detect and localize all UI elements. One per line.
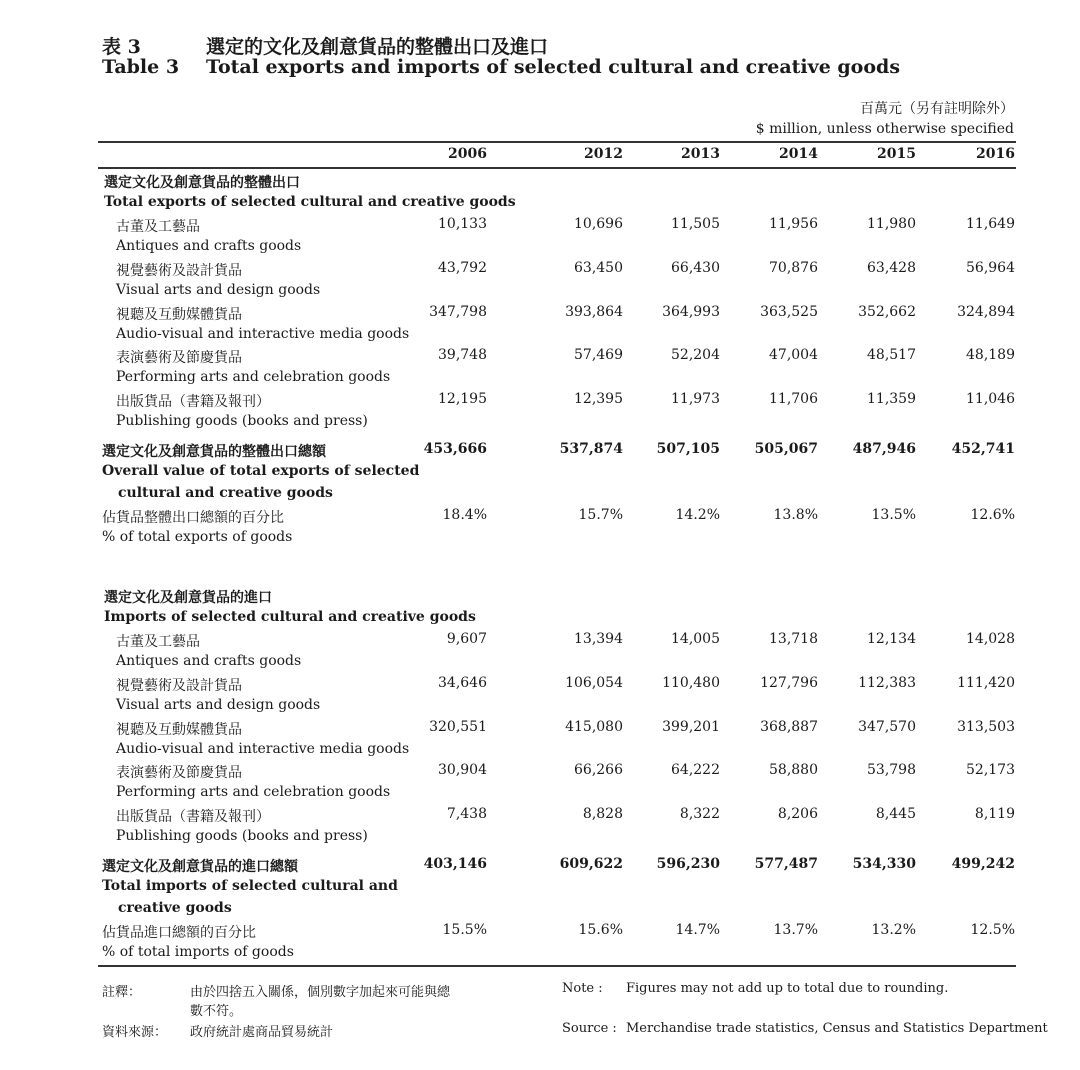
imports-share-value-2016: 12.5% xyxy=(970,922,1015,938)
exports-row-value-2012: 393,864 xyxy=(565,303,623,320)
imports-row-value-2013: 110,480 xyxy=(662,674,720,691)
imports-share-value-2006: 15.5% xyxy=(442,922,487,938)
source-label-zh: 資料來源： xyxy=(102,1025,168,1040)
exports-row-value-2014: 11,956 xyxy=(769,216,818,232)
imports-total-value-2016: 499,242 xyxy=(951,856,1015,872)
imports-share-value-2013: 14.7% xyxy=(675,922,720,938)
source-text-zh: 政府統計處商品貿易統計 xyxy=(190,1025,334,1040)
year-header-2013: 2013 xyxy=(681,146,720,162)
unit-note-en: $ million, unless otherwise specified xyxy=(755,121,1014,137)
imports-total-value-2014: 577,487 xyxy=(754,856,818,872)
table-label-zh: 表 3 xyxy=(102,36,141,58)
imports-heading-zh: 選定文化及創意貨品的進口 xyxy=(104,590,272,606)
imports-row-value-2006: 9,607 xyxy=(446,631,487,647)
imports-row-label-zh: 古董及工藝品 xyxy=(116,634,200,650)
exports-row-value-2013: 11,973 xyxy=(671,391,720,408)
exports-total-value-2013: 507,105 xyxy=(656,441,720,457)
exports-row-label-zh: 出版貨品（書籍及報刊） xyxy=(116,394,270,411)
exports-row-value-2012: 63,450 xyxy=(574,259,623,276)
exports-row-label-zh: 視聽及互動媒體貨品 xyxy=(116,306,242,323)
exports-row-label-en: Publishing goods (books and press) xyxy=(116,413,368,430)
exports-total-label-en: Overall value of total exports of selected xyxy=(102,463,420,479)
imports-row-value-2014: 13,718 xyxy=(769,631,818,647)
imports-row-label-zh: 出版貨品（書籍及報刊） xyxy=(116,809,270,826)
imports-share-value-2012: 15.6% xyxy=(578,922,623,938)
exports-row-value-2013: 11,505 xyxy=(671,216,720,232)
exports-row-value-2014: 47,004 xyxy=(769,347,818,364)
imports-row-value-2015: 12,134 xyxy=(867,631,916,647)
exports-row-value-2015: 11,980 xyxy=(867,216,916,232)
imports-row-value-2006: 34,646 xyxy=(438,674,487,691)
exports-row-label-en: Antiques and crafts goods xyxy=(116,238,302,254)
exports-total-label-en-cont: cultural and creative goods xyxy=(118,485,333,501)
imports-row-value-2013: 64,222 xyxy=(671,762,720,779)
exports-row-value-2006: 12,195 xyxy=(438,391,487,408)
exports-row-value-2014: 11,706 xyxy=(769,391,818,408)
source-text-en: Merchandise trade statistics, Census and Statistics Department xyxy=(626,1021,1048,1036)
imports-row-value-2015: 112,383 xyxy=(858,674,916,691)
exports-row-value-2015: 63,428 xyxy=(867,259,916,276)
exports-total-value-2014: 505,067 xyxy=(754,441,818,457)
imports-row-value-2016: 52,173 xyxy=(966,762,1015,779)
exports-total-value-2006: 453,666 xyxy=(423,441,487,457)
exports-row-value-2015: 11,359 xyxy=(867,391,916,408)
imports-row-label-zh: 表演藝術及節慶貨品 xyxy=(116,765,242,782)
imports-row-value-2013: 399,201 xyxy=(662,718,720,735)
imports-heading-en: Imports of selected cultural and creative goods xyxy=(104,609,476,625)
imports-total-label-en-cont: creative goods xyxy=(118,900,232,916)
unit-note-zh: 百萬元（另有註明除外） xyxy=(860,101,1014,117)
imports-row-label-en: Performing arts and celebration goods xyxy=(116,784,391,801)
imports-row-value-2012: 415,080 xyxy=(565,718,623,735)
exports-row-value-2006: 10,133 xyxy=(438,216,487,232)
imports-row-label-zh: 視聽及互動媒體貨品 xyxy=(116,721,242,738)
exports-row-value-2012: 57,469 xyxy=(574,347,623,364)
note-label-zh: 註釋： xyxy=(102,985,142,1000)
imports-row-value-2013: 8,322 xyxy=(679,806,720,823)
year-header-2016: 2016 xyxy=(976,146,1015,162)
exports-share-label-zh: 佔貨品整體出口總額的百分比 xyxy=(102,510,284,526)
exports-row-value-2016: 324,894 xyxy=(957,303,1015,320)
imports-row-value-2012: 13,394 xyxy=(574,631,623,647)
year-header-2015: 2015 xyxy=(877,146,916,162)
exports-row-value-2012: 10,696 xyxy=(574,216,623,232)
imports-total-value-2015: 534,330 xyxy=(852,856,916,872)
exports-row-value-2015: 352,662 xyxy=(858,303,916,320)
imports-total-label-en: Total imports of selected cultural and xyxy=(102,878,398,894)
imports-row-label-en: Audio-visual and interactive media goods xyxy=(116,740,410,757)
imports-row-value-2012: 8,828 xyxy=(582,806,623,823)
note-text-zh-line1: 由於四捨五入關係，個別數字加起來可能與總 xyxy=(190,985,451,1000)
exports-row-value-2014: 363,525 xyxy=(760,303,818,320)
year-header-2014: 2014 xyxy=(779,146,818,162)
exports-row-value-2006: 347,798 xyxy=(429,303,487,320)
exports-heading-zh: 選定文化及創意貨品的整體出口 xyxy=(104,175,300,191)
imports-row-value-2006: 30,904 xyxy=(438,762,487,779)
imports-row-value-2015: 53,798 xyxy=(867,762,916,779)
exports-row-value-2016: 56,964 xyxy=(966,259,1015,276)
year-header-2012: 2012 xyxy=(584,146,623,162)
source-label-en: Source : xyxy=(562,1021,617,1036)
exports-row-label-en: Performing arts and celebration goods xyxy=(116,369,391,386)
exports-row-value-2014: 70,876 xyxy=(769,259,818,276)
imports-share-label-en: % of total imports of goods xyxy=(102,944,294,960)
imports-total-value-2013: 596,230 xyxy=(656,856,720,872)
imports-row-label-zh: 視覺藝術及設計貨品 xyxy=(116,677,242,694)
table-title-en: Total exports and imports of selected cultural and creative goods xyxy=(206,56,901,78)
imports-row-label-en: Antiques and crafts goods xyxy=(116,653,302,669)
imports-row-value-2012: 66,266 xyxy=(574,762,623,779)
imports-row-value-2014: 368,887 xyxy=(760,718,818,735)
imports-row-value-2014: 127,796 xyxy=(760,674,818,691)
exports-total-value-2012: 537,874 xyxy=(559,441,623,457)
imports-row-value-2016: 111,420 xyxy=(957,674,1015,691)
note-text-en: Figures may not add up to total due to rounding. xyxy=(626,981,949,996)
exports-share-value-2016: 12.6% xyxy=(970,507,1015,523)
exports-row-label-en: Audio-visual and interactive media goods xyxy=(116,325,410,342)
exports-row-value-2015: 48,517 xyxy=(867,347,916,364)
exports-row-value-2013: 364,993 xyxy=(662,303,720,320)
exports-row-value-2013: 52,204 xyxy=(671,347,720,364)
imports-share-value-2014: 13.7% xyxy=(773,922,818,938)
header-bottom-rule xyxy=(98,167,1016,169)
exports-row-value-2006: 43,792 xyxy=(438,259,487,276)
imports-row-value-2012: 106,054 xyxy=(565,674,623,691)
imports-row-value-2016: 313,503 xyxy=(957,718,1015,735)
table-bottom-rule xyxy=(98,965,1016,967)
note-text-zh-line2: 數不符。 xyxy=(190,1004,243,1019)
imports-row-value-2015: 8,445 xyxy=(875,806,916,823)
table-label-en: Table 3 xyxy=(102,56,180,78)
imports-row-value-2015: 347,570 xyxy=(858,718,916,735)
exports-share-value-2006: 18.4% xyxy=(442,507,487,523)
imports-share-label-zh: 佔貨品進口總額的百分比 xyxy=(102,925,256,941)
imports-total-value-2012: 609,622 xyxy=(559,856,623,872)
exports-row-value-2016: 11,649 xyxy=(966,216,1015,232)
exports-share-value-2012: 15.7% xyxy=(578,507,623,523)
exports-row-value-2012: 12,395 xyxy=(574,391,623,408)
imports-row-value-2014: 58,880 xyxy=(769,762,818,779)
imports-total-label-zh: 選定文化及創意貨品的進口總額 xyxy=(102,859,298,875)
imports-row-value-2014: 8,206 xyxy=(777,806,818,823)
imports-total-value-2006: 403,146 xyxy=(423,856,487,872)
imports-row-value-2016: 8,119 xyxy=(974,806,1015,823)
exports-total-label-zh: 選定文化及創意貨品的整體出口總額 xyxy=(102,444,326,460)
note-label-en: Note : xyxy=(562,981,603,996)
exports-row-value-2016: 48,189 xyxy=(966,347,1015,364)
exports-total-value-2016: 452,741 xyxy=(951,441,1015,457)
exports-row-label-en: Visual arts and design goods xyxy=(116,281,321,298)
imports-share-value-2015: 13.2% xyxy=(871,922,916,938)
imports-row-label-en: Visual arts and design goods xyxy=(116,696,321,713)
exports-row-label-zh: 表演藝術及節慶貨品 xyxy=(116,350,242,367)
imports-row-value-2016: 14,028 xyxy=(966,631,1015,647)
imports-row-value-2006: 7,438 xyxy=(446,806,487,823)
exports-share-value-2014: 13.8% xyxy=(773,507,818,523)
imports-row-label-en: Publishing goods (books and press) xyxy=(116,828,368,845)
year-header-2006: 2006 xyxy=(448,146,487,162)
exports-row-value-2013: 66,430 xyxy=(671,259,720,276)
exports-total-value-2015: 487,946 xyxy=(852,441,916,457)
table-title-zh: 選定的文化及創意貨品的整體出口及進口 xyxy=(206,36,549,58)
exports-row-label-zh: 視覺藝術及設計貨品 xyxy=(116,262,242,279)
exports-heading-en: Total exports of selected cultural and creative goods xyxy=(104,194,516,210)
imports-row-value-2013: 14,005 xyxy=(671,631,720,647)
exports-share-value-2013: 14.2% xyxy=(675,507,720,523)
exports-row-value-2016: 11,046 xyxy=(966,391,1015,408)
imports-row-value-2006: 320,551 xyxy=(429,718,487,735)
exports-share-label-en: % of total exports of goods xyxy=(102,529,293,545)
exports-share-value-2015: 13.5% xyxy=(871,507,916,523)
header-top-rule xyxy=(98,141,1016,143)
exports-row-value-2006: 39,748 xyxy=(438,347,487,364)
exports-row-label-zh: 古董及工藝品 xyxy=(116,219,200,235)
